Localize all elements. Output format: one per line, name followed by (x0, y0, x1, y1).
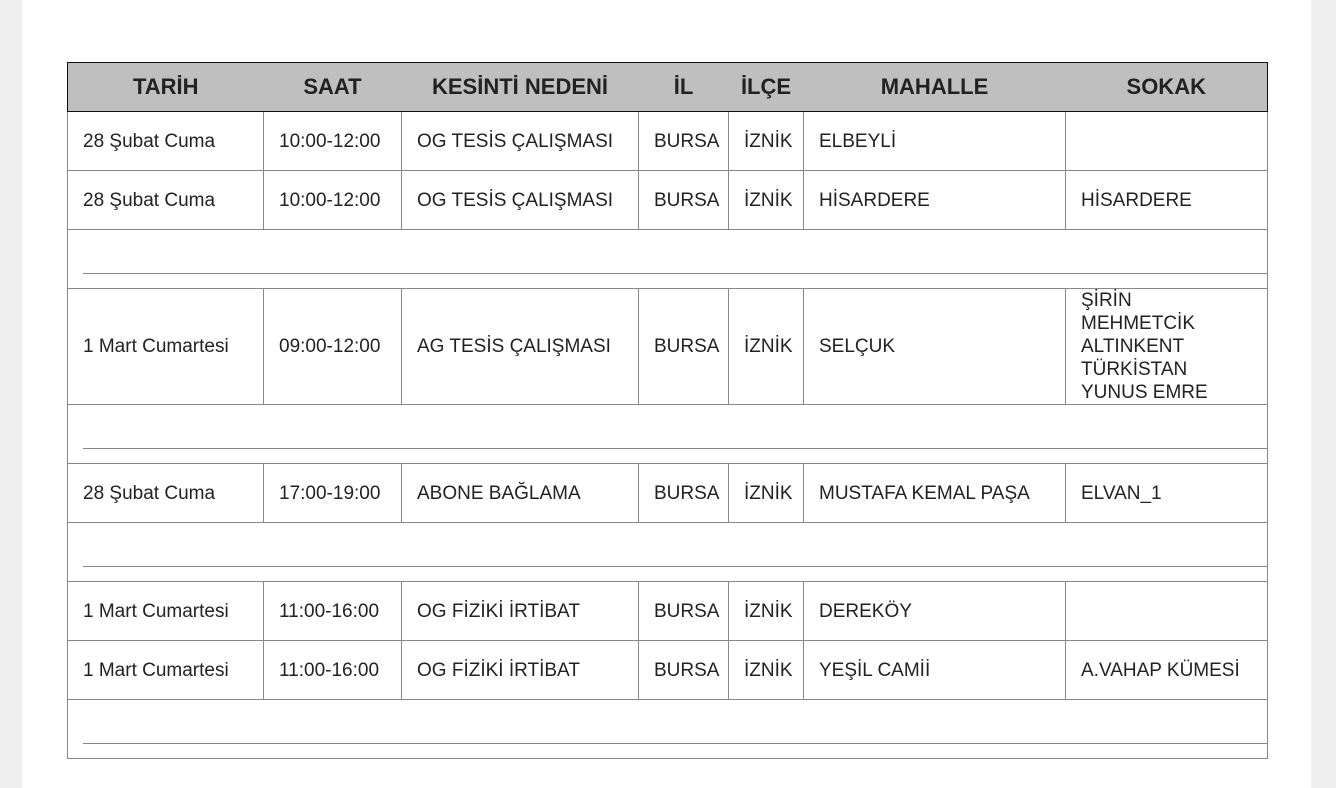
cell-neden: AG TESİS ÇALIŞMASI (402, 289, 639, 405)
table-row (68, 641, 1268, 700)
sokak-line: ALTINKENT (1081, 336, 1185, 357)
spacer-cell (68, 230, 1268, 289)
cell-saat: 11:00-16:00 (264, 641, 402, 700)
spacer-row (68, 230, 1268, 289)
cell-saat: 09:00-12:00 (264, 289, 402, 405)
cell-il: BURSA (639, 464, 729, 523)
sokak-line: ŞİRİN (1081, 290, 1132, 311)
cell-ilce: İZNİK (729, 289, 804, 405)
header-ilce: İLÇE (729, 63, 804, 112)
cell-mahalle: YEŞİL CAMİİ (804, 641, 1066, 700)
cell-neden: OG TESİS ÇALIŞMASI (402, 112, 639, 171)
spacer-cell (68, 700, 1268, 759)
table-row (68, 112, 1268, 171)
table-row (68, 171, 1268, 230)
cell-sokak: ELVAN_1 (1066, 464, 1268, 523)
header-kesinti-nedeni: KESİNTİ NEDENİ (402, 63, 639, 112)
table-row (68, 464, 1268, 523)
cell-tarih: 1 Mart Cumartesi (68, 582, 264, 641)
cell-mahalle: SELÇUK (804, 289, 1066, 405)
cell-ilce: İZNİK (729, 171, 804, 230)
cell-ilce: İZNİK (729, 582, 804, 641)
header-saat: SAAT (264, 63, 402, 112)
cell-saat: 10:00-12:00 (264, 171, 402, 230)
cell-neden: OG TESİS ÇALIŞMASI (402, 171, 639, 230)
spacer-row (68, 405, 1268, 464)
separator-line (83, 420, 1267, 449)
cell-saat: 17:00-19:00 (264, 464, 402, 523)
cell-il: BURSA (639, 289, 729, 405)
cell-ilce: İZNİK (729, 112, 804, 171)
header-tarih: TARİH (68, 63, 264, 112)
cell-neden: OG FİZİKİ İRTİBAT (402, 582, 639, 641)
cell-tarih: 1 Mart Cumartesi (68, 641, 264, 700)
cell-saat: 11:00-16:00 (264, 582, 402, 641)
header-sokak: SOKAK (1066, 63, 1268, 112)
cell-tarih: 28 Şubat Cuma (68, 464, 264, 523)
separator-line (83, 538, 1267, 567)
cell-mahalle: HİSARDERE (804, 171, 1066, 230)
cell-sokak: A.VAHAP KÜMESİ (1066, 641, 1268, 700)
table-row (68, 289, 1268, 405)
cell-sokak: HİSARDERE (1066, 171, 1268, 230)
separator-line (83, 245, 1267, 274)
sokak-line: TÜRKİSTAN (1081, 359, 1188, 380)
cell-il: BURSA (639, 112, 729, 171)
spacer-cell (68, 405, 1268, 464)
cell-tarih: 28 Şubat Cuma (68, 171, 264, 230)
cell-il: BURSA (639, 641, 729, 700)
spacer-row (68, 523, 1268, 582)
cell-mahalle: ELBEYLİ (804, 112, 1066, 171)
power-outage-table (67, 62, 1268, 759)
cell-tarih: 28 Şubat Cuma (68, 112, 264, 171)
spacer-row (68, 700, 1268, 759)
cell-ilce: İZNİK (729, 641, 804, 700)
cell-neden: OG FİZİKİ İRTİBAT (402, 641, 639, 700)
cell-sokak (1066, 582, 1268, 641)
cell-mahalle: DEREKÖY (804, 582, 1066, 641)
cell-tarih: 1 Mart Cumartesi (68, 289, 264, 405)
sokak-line: MEHMETCİK (1081, 313, 1195, 334)
cell-ilce: İZNİK (729, 464, 804, 523)
cell-saat: 10:00-12:00 (264, 112, 402, 171)
header-il: İL (639, 63, 729, 112)
table-row (68, 582, 1268, 641)
table-header-row (68, 63, 1268, 112)
cell-il: BURSA (639, 582, 729, 641)
separator-line (83, 715, 1267, 744)
document-page (22, 0, 1311, 788)
spacer-cell (68, 523, 1268, 582)
cell-sokak (1066, 289, 1268, 405)
cell-sokak (1066, 112, 1268, 171)
header-mahalle: MAHALLE (804, 63, 1066, 112)
cell-neden: ABONE BAĞLAMA (402, 464, 639, 523)
cell-mahalle: MUSTAFA KEMAL PAŞA (804, 464, 1066, 523)
sokak-line: YUNUS EMRE (1081, 382, 1208, 403)
cell-il: BURSA (639, 171, 729, 230)
